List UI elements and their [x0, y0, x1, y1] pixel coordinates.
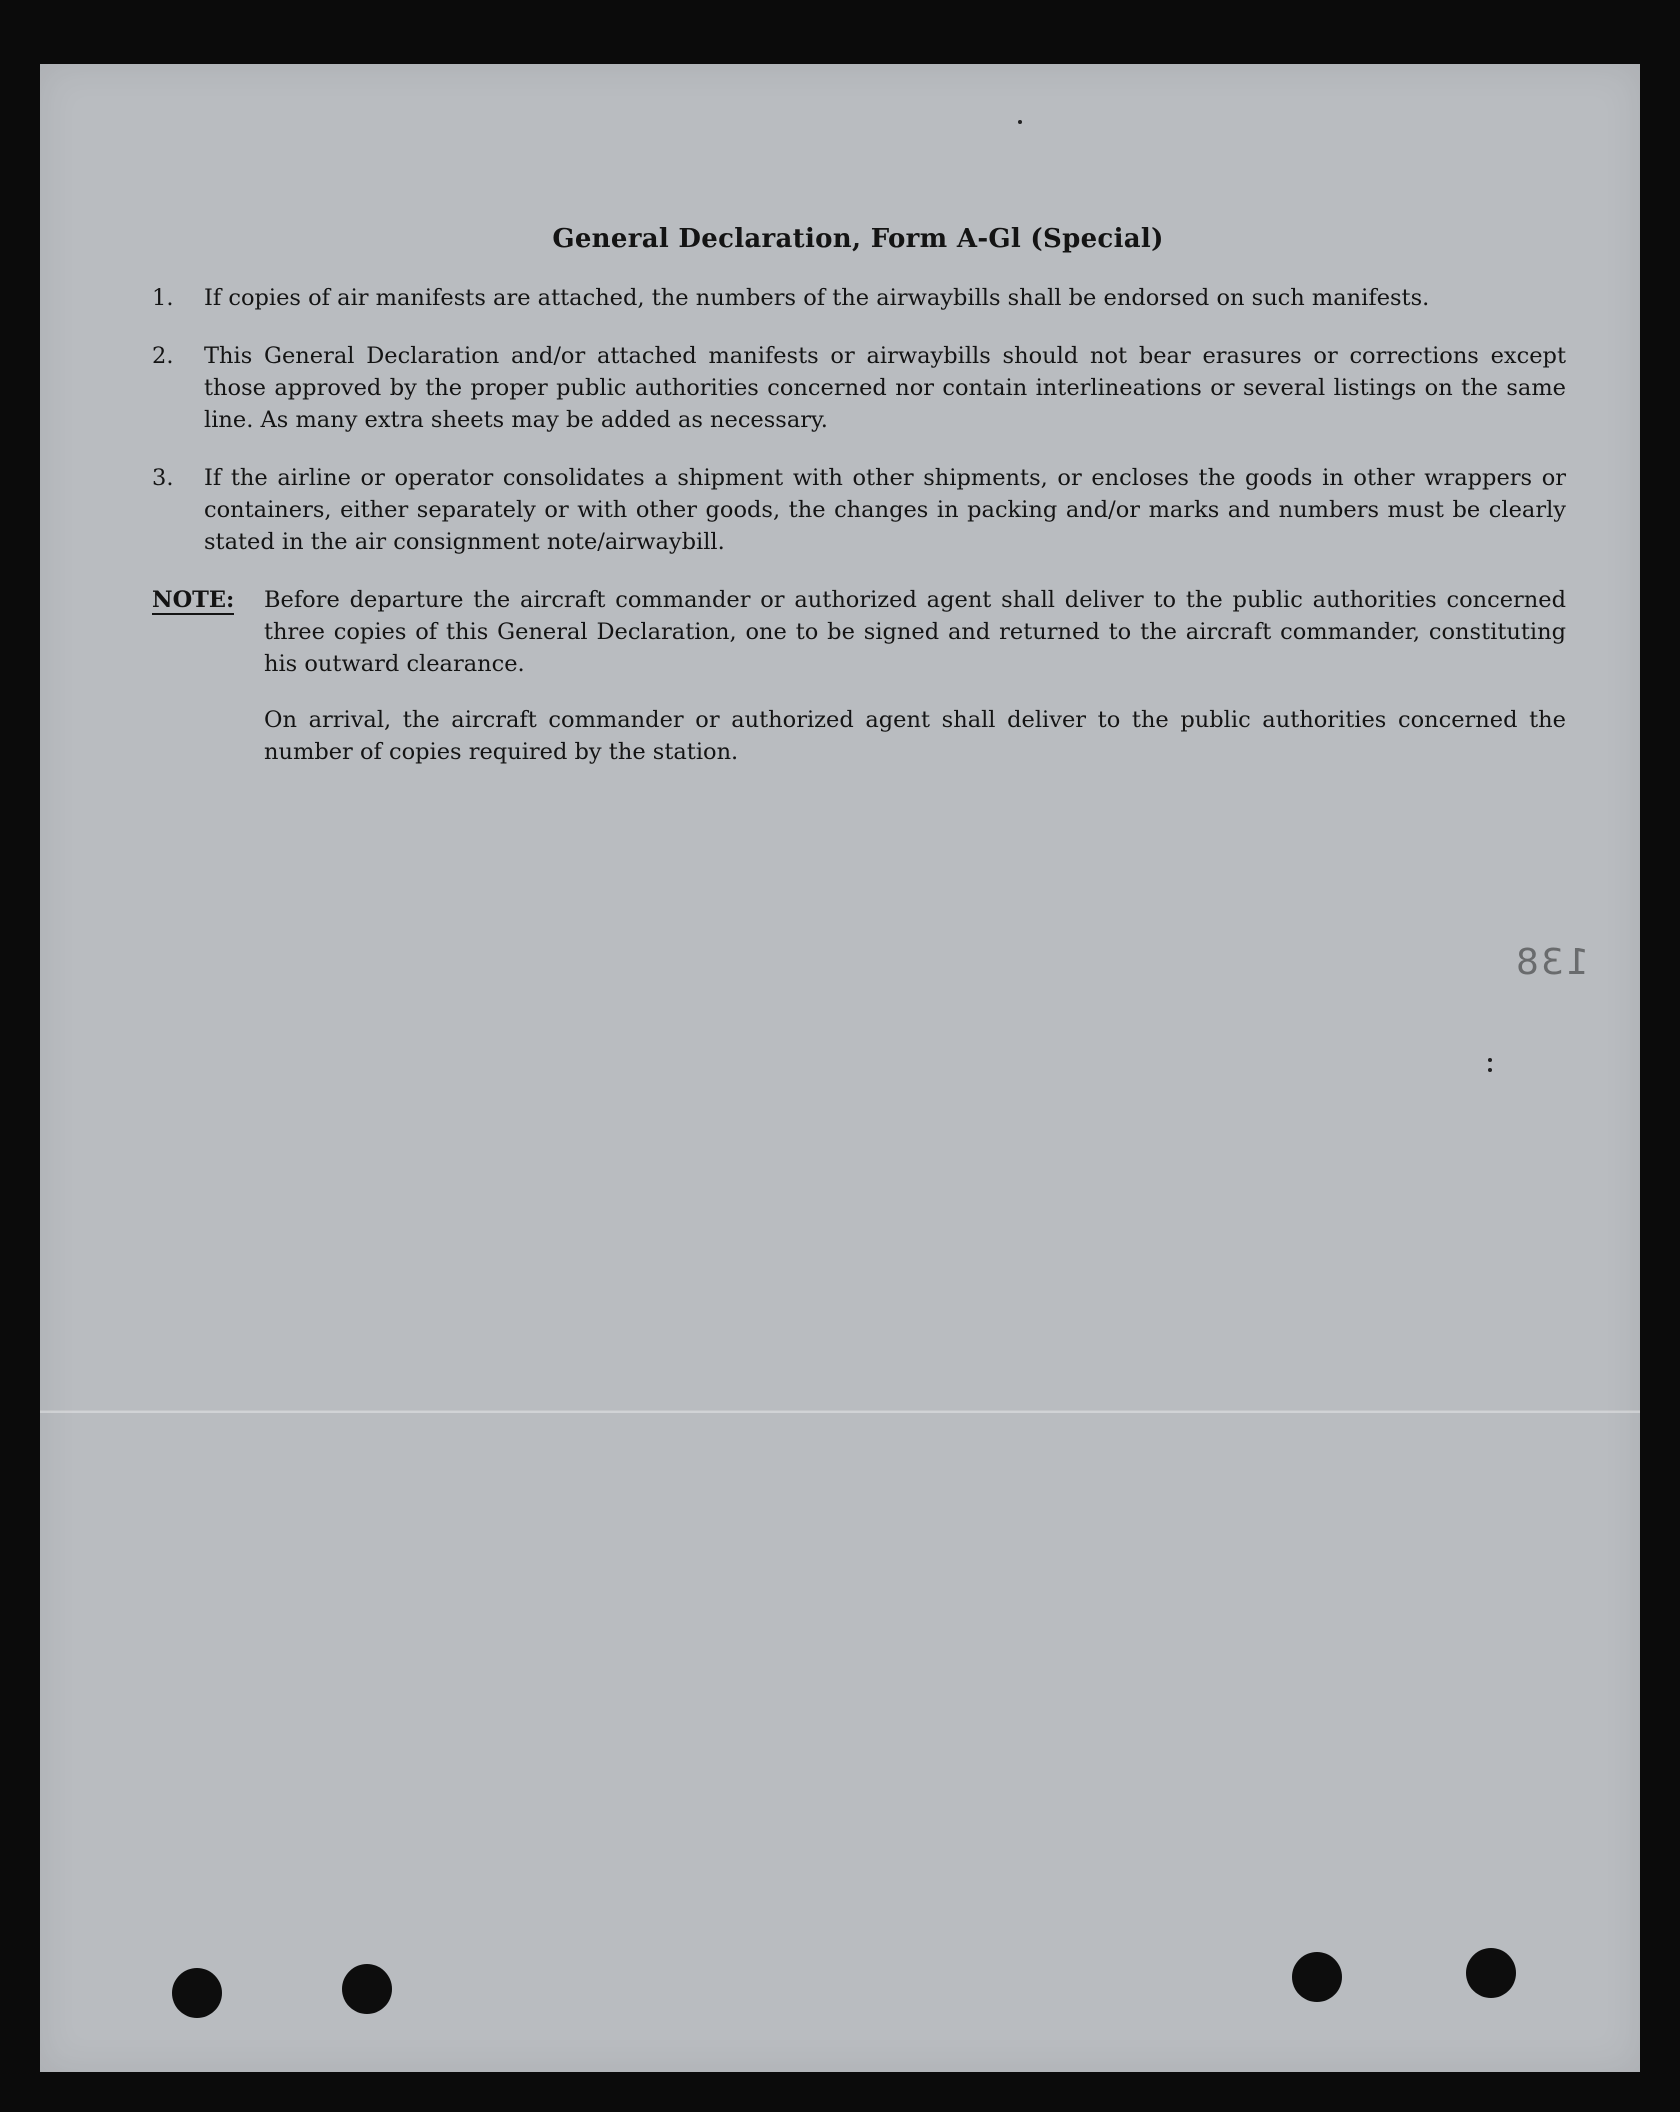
punch-hole — [1466, 1948, 1516, 1998]
item-text: This General Declaration and/or attached manifests or airwaybills should not bear erasures or corrections except those approved by the proper public authorities concerned nor contain interlineations or several listings on the same line. As many extra sheets may be added as necessary. — [204, 343, 1566, 433]
punch-hole — [172, 1968, 222, 2018]
note-body — [264, 584, 1566, 792]
note-section — [150, 584, 1566, 792]
document-content — [150, 224, 1566, 792]
punch-hole — [342, 1964, 392, 2014]
item-text: If the airline or operator consolidates a shipment with other shipments, or encloses the goods in other wrappers or containers, either separately or with other goods, the changes in packing and/or marks and numbers must be clearly stated in the air consignment note/airwaybill. — [204, 465, 1566, 555]
note-paragraph-2: On arrival, the aircraft commander or authorized agent shall deliver to the public authorities concerned the number of copies required by the station. — [264, 707, 1566, 765]
bleed-through-number: 138 — [1514, 942, 1589, 983]
document-title: General Declaration, Form A-Gl (Special) — [552, 224, 1164, 254]
note-paragraph-1: Before departure the aircraft commander or authorized agent shall deliver to the public authorities concerned three copies of this General Declaration, one to be signed and returned to the aircraft commander, constituting his outward clearance. — [264, 587, 1566, 677]
item-number: 2. — [152, 343, 174, 369]
instruction-item-1 — [150, 282, 1566, 314]
paper-fold-line — [40, 1410, 1640, 1413]
dust-speck — [1018, 120, 1022, 124]
instruction-item-2 — [150, 340, 1566, 436]
dust-speck — [1488, 1068, 1492, 1072]
note-label: NOTE: — [152, 587, 235, 613]
punch-hole — [1292, 1952, 1342, 2002]
item-text: If copies of air manifests are attached, the numbers of the airwaybills shall be endorsed on such manifests. — [204, 285, 1430, 311]
item-number: 3. — [152, 465, 174, 491]
dust-speck — [1488, 1058, 1492, 1062]
item-number: 1. — [152, 285, 174, 311]
instruction-item-3 — [150, 462, 1566, 558]
document-page — [40, 64, 1640, 2072]
